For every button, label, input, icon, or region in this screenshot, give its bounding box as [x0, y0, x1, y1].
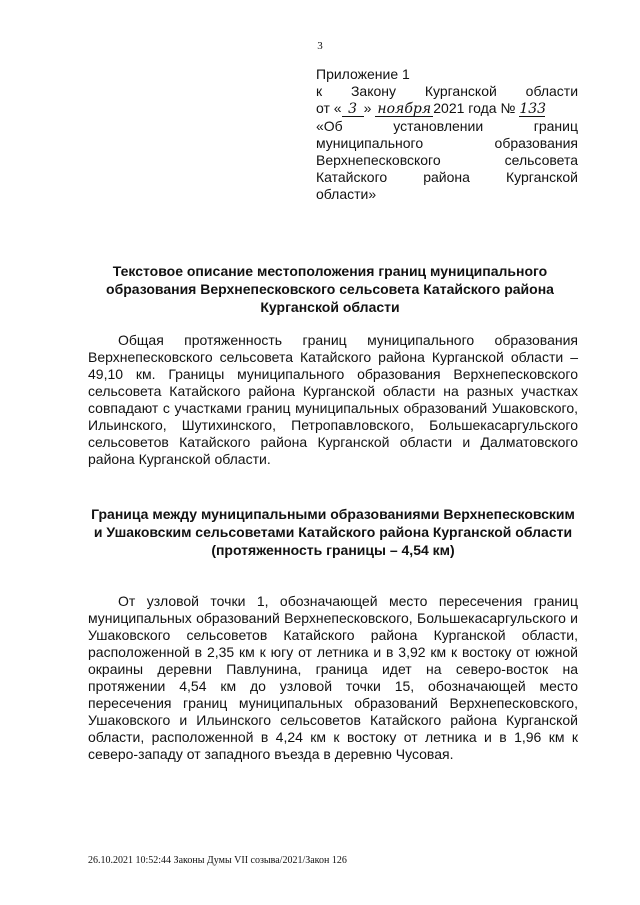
- handwritten-day: 3: [342, 102, 364, 117]
- appendix-subject-line: «Об установлении границ: [316, 117, 578, 134]
- appendix-subject-line: муниципального образования: [316, 134, 578, 151]
- appendix-law-line: к Закону Курганской области: [316, 83, 579, 100]
- section-paragraph-text: От узловой точки 1, обозначающей место пересечения границ муниципальных образований Верхнепесковского, Большекасаргульского и Ушаковского сельсоветов Катайского района Курганской области, расположенной в 2,35 км к югу от летника и в 3,92 км к востоку от южной окраины деревни Павлунина, граница идет на северо-восток на протяжении 4,54 км до узловой точки 15, обозначающей место пересечения границ муниципальных образований Верхнепесковского, Ушаковского и Ильинского сельсоветов Катайского района Курганской области, расположенной в 4,24 км к востоку от летника и в 1,96 км к северо-западу от западного въезда в деревню Чусовая.: [88, 593, 578, 762]
- appendix-subject-line: Верхнепесковского сельсовета: [316, 152, 578, 169]
- section-paragraph: [88, 593, 578, 763]
- appendix-block: [316, 66, 578, 204]
- section-title: Граница между муниципальными образованиями Верхнепесковским и Ушаковским сельсоветами Катайского района Курганской области (протяженность границы – 4,54 км): [91, 506, 575, 558]
- appendix-subject-line: Катайского района Курганской: [316, 169, 579, 186]
- appendix-date-line: от « 3 » ноября 2021 года № 133: [316, 100, 547, 118]
- document-title: Текстовое описание местоположения границ муниципального образования Верхнепесковского сельсовета Катайского района Курганской области: [106, 263, 554, 315]
- footer-stamp: 26.10.2021 10:52:44 Законы Думы VII созыва/2021/Закон 126: [88, 855, 347, 866]
- intro-paragraph: [88, 332, 578, 468]
- handwritten-law-number: 133: [519, 101, 547, 118]
- appendix-subject-line: области»: [316, 186, 377, 203]
- intro-paragraph-text: Общая протяженность границ муниципального образования Верхнепесковского сельсовета Катайского района Курганской области – 49,10 км. Границы муниципального образования Верхнепесковского сельсовета Катайского района Курганской области на разных участках совпадают с участками границ муниципальных образований Ушаковского, Ильинского, Шутихинского, Петропавловского, Большекасаргульского сельсоветов Катайского района Курганской области и Далматовского района Курганской области.: [88, 332, 578, 467]
- handwritten-month: ноября: [375, 102, 433, 117]
- page-number: 3: [317, 40, 323, 52]
- appendix-title: Приложение 1: [316, 66, 410, 82]
